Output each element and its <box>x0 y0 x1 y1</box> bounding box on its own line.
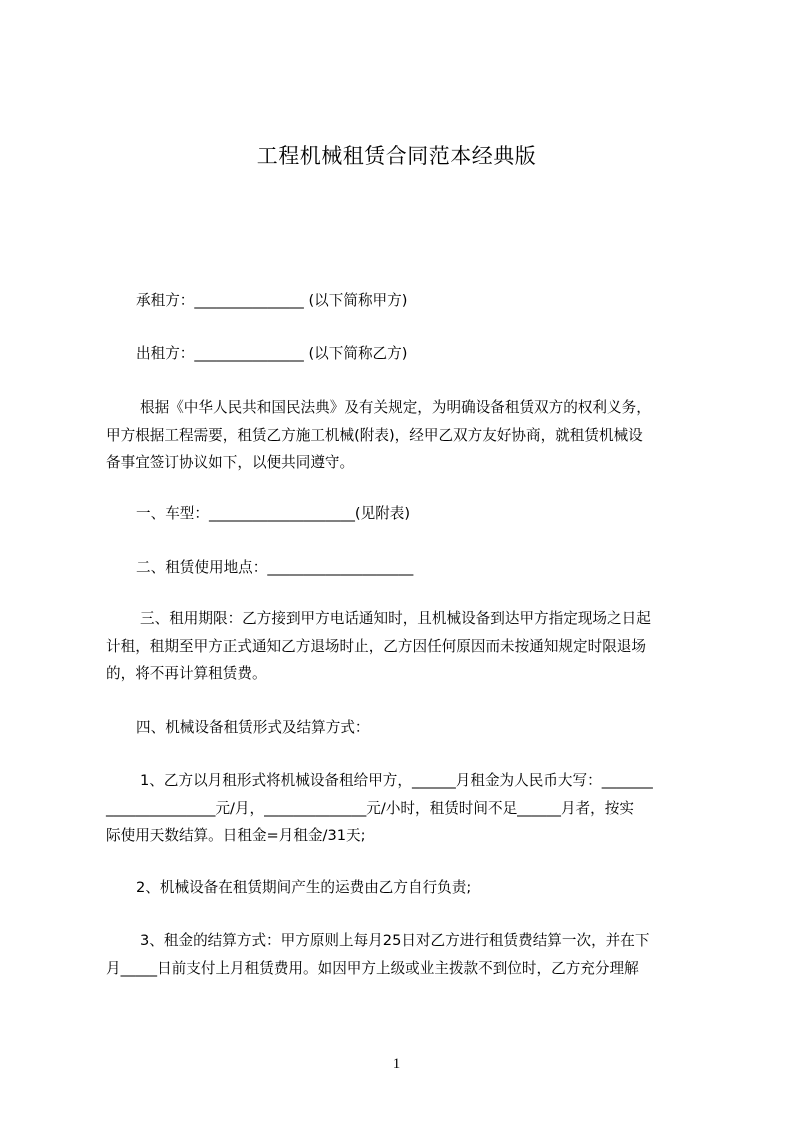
clause-3-line-2: 计租，租期至甲方正式通知乙方退场时止，乙方因任何原因而未按通知规定时限退场 <box>106 638 646 655</box>
clause-3-line-3: 的，将不再计算租赁费。 <box>106 665 267 682</box>
document-title: 工程机械租赁合同范本经典版 <box>256 144 537 168</box>
preamble-line-1: 根据《中华人民共和国民法典》及有关规定，为明确设备租赁双方的权利义务， <box>140 399 651 416</box>
clause-4-heading: 四、机械设备租赁形式及结算方式： <box>136 719 370 736</box>
page-number: 1 <box>392 1056 401 1072</box>
clause-2-location: 二、租赁使用地点：____________________ <box>136 559 414 576</box>
clause-4-3-line-2: 月_____日前支付上月租赁费用。如因甲方上级或业主拨款不到位时，乙方充分理解 <box>106 960 639 977</box>
clause-4-3-line-1: 3、租金的结算方式：甲方原则上每月25日对乙方进行租赁费结算一次，并在下 <box>140 932 650 949</box>
preamble-line-2: 甲方根据工程需要，租赁乙方施工机械(附表)，经甲乙双方友好协商，就租赁机械设 <box>106 427 643 444</box>
clause-4-2: 2、机械设备在租赁期间产生的运费由乙方自行负责; <box>136 879 472 896</box>
clause-1-vehicle-type: 一、车型：____________________(见附表) <box>136 505 411 522</box>
preamble-line-3: 备事宜签订协议如下，以便共同遵守。 <box>106 454 355 471</box>
lessor-line: 出租方：_______________ (以下简称乙方) <box>136 345 408 362</box>
clause-4-1-line-3: 际使用天数结算。日租金=月租金/31天; <box>106 827 366 844</box>
clause-3-line-1: 三、租用期限：乙方接到甲方电话通知时，且机械设备到达甲方指定现场之日起 <box>140 610 651 627</box>
lessee-line: 承租方：_______________ (以下简称甲方) <box>136 292 408 309</box>
clause-4-1-line-2: _______________元/月，______________元/小时，租赁时间不足______月者，按实 <box>106 800 634 817</box>
clause-4-1-line-1: 1、乙方以月租形式将机械设备租给甲方，______月租金为人民币大写：_______ <box>140 772 653 789</box>
